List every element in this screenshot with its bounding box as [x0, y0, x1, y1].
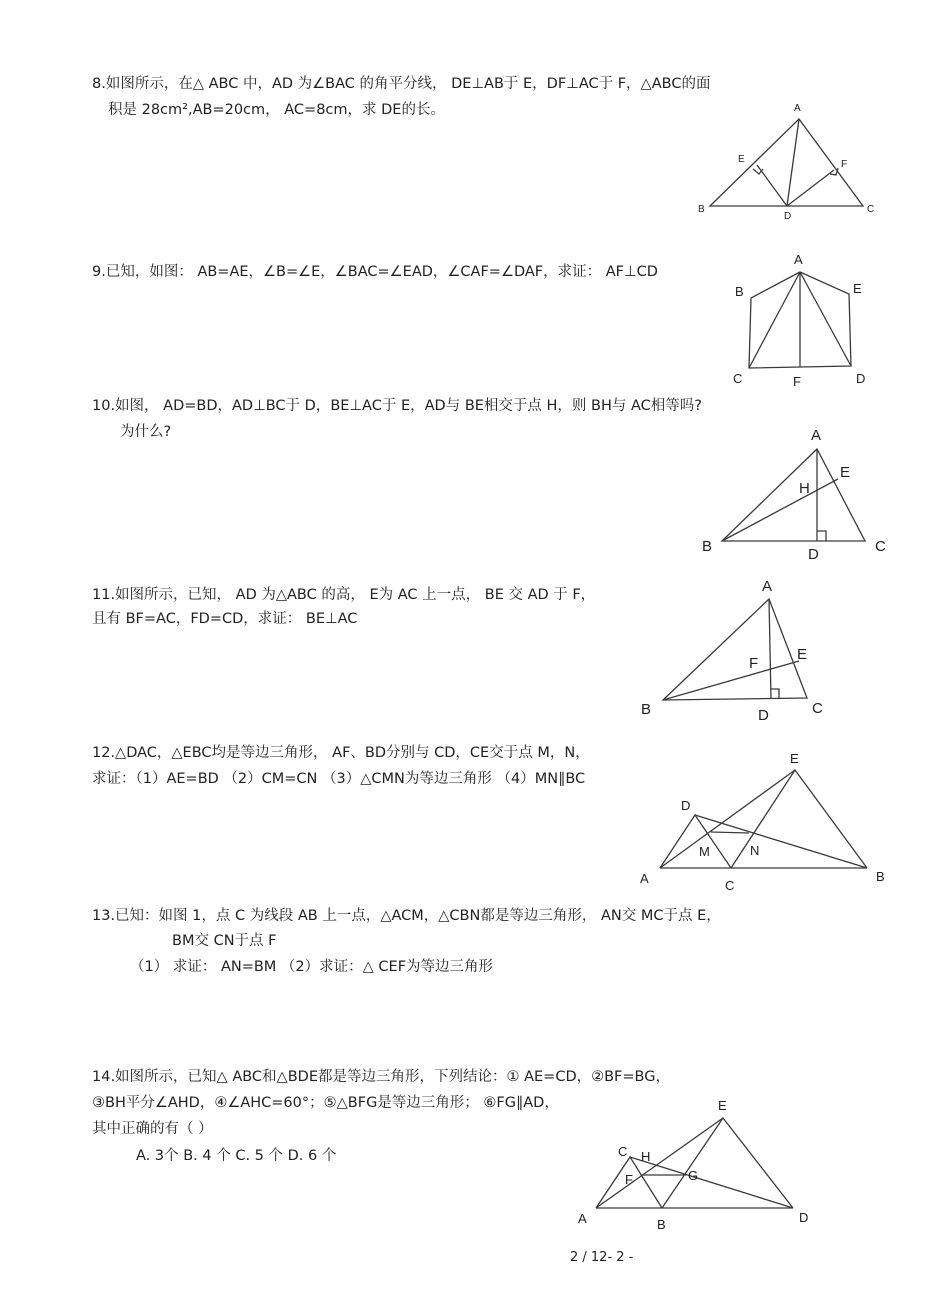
- p9-figure: [725, 250, 875, 390]
- p8-segment-df: [787, 170, 834, 206]
- p14-label-g: G: [688, 1168, 699, 1183]
- p8-right-angle-e: [753, 169, 763, 174]
- p11-label-f: F: [749, 655, 759, 672]
- p11-label-d: D: [758, 707, 769, 724]
- p14-segment-ae: [596, 1118, 723, 1208]
- p12-label-e: E: [790, 751, 799, 766]
- p14-label-a: A: [578, 1211, 587, 1226]
- p8-label-d: D: [784, 211, 792, 222]
- page-number: 2 / 12- 2 -: [570, 1250, 634, 1265]
- p12-segment-bd: [695, 815, 867, 868]
- p10-text-line-1: 10.如图， AD=BD，AD⊥BC于 D，BE⊥AC于 E，AD与 BE相交于点 H，则 BH与 AC相等吗?: [92, 398, 702, 414]
- p10-triangle-abc: [722, 449, 865, 541]
- p9-label-e: E: [853, 281, 862, 296]
- p10-label-a: A: [811, 427, 822, 444]
- p13-text-line-2: BM交 CN于点 F: [172, 933, 277, 949]
- p11-text-line-2: 且有 BF=AC，FD=CD，求证： BE⊥AC: [92, 611, 358, 627]
- p10-label-e: E: [840, 464, 851, 481]
- p9-text-line-1: 9.已知，如图： AB=AE，∠B=∠E，∠BAC=∠EAD，∠CAF=∠DAF，求证： AF⊥CD: [92, 264, 658, 280]
- p12-segment-mn: [711, 832, 749, 833]
- p8-label-c: C: [867, 204, 875, 215]
- p13-text-line-3: （1） 求证： AN=BM （2）求证：△ CEF为等边三角形: [130, 959, 494, 975]
- p14-segment-cd: [630, 1157, 793, 1208]
- p9-label-d: D: [856, 371, 866, 386]
- p10-text-line-2: 为什么?: [120, 424, 172, 440]
- p9-segment-ac: [749, 272, 800, 368]
- p11-segment-ad: [769, 599, 771, 699]
- p12-label-c: C: [725, 878, 735, 893]
- p12-label-a: A: [640, 871, 649, 886]
- p9-label-f: F: [793, 374, 801, 389]
- p10-label-h: H: [799, 480, 810, 497]
- p12-label-m: M: [699, 844, 710, 859]
- p14-triangle-bde: [662, 1118, 793, 1208]
- p12-segment-ae: [660, 770, 795, 868]
- p10-figure: [695, 425, 895, 565]
- p10-segment-be: [722, 479, 838, 541]
- p11-label-c: C: [812, 700, 823, 717]
- p14-text-line-4: A. 3个 B. 4 个 C. 5 个 D. 6 个: [136, 1148, 337, 1164]
- p8-label-e: E: [738, 154, 745, 165]
- p14-figure: [570, 1095, 820, 1235]
- p14-label-f: F: [625, 1172, 633, 1187]
- p14-label-b: B: [657, 1217, 666, 1232]
- p14-text-line-3: 其中正确的有（ ）: [92, 1121, 213, 1137]
- p12-label-n: N: [750, 843, 760, 858]
- p9-label-a: A: [794, 252, 803, 267]
- p12-text-line-1: 12.△DAC，△EBC均是等边三角形， AF、BD分别与 CD，CE交于点 M，N，: [92, 745, 590, 761]
- p11-text-line-1: 11.如图所示，已知， AD 为△ABC 的高， E为 AC 上一点， BE 交 AD 于 F，: [92, 587, 596, 603]
- p11-label-e: E: [797, 646, 808, 663]
- p12-label-d: D: [681, 798, 691, 813]
- p10-label-b: B: [702, 538, 713, 555]
- p10-label-d: D: [808, 546, 819, 563]
- p14-text-line-2: ③BH平分∠AHD，④∠AHC=60°；⑤△BFG是等边三角形； ⑥FG∥AD，: [92, 1095, 559, 1111]
- p9-label-b: B: [735, 284, 744, 299]
- p8-text-line-1: 8.如图所示，在△ ABC 中，AD 为∠BAC 的角平分线， DE⊥AB于 E，DF⊥AC于 F，△ABC的面: [92, 76, 711, 92]
- p14-label-e: E: [718, 1098, 727, 1113]
- p11-label-b: B: [641, 701, 652, 718]
- p11-triangle-abc: [663, 599, 807, 700]
- p9-segment-ad: [800, 272, 851, 366]
- p14-text-line-1: 14.如图所示，已知△ ABC和△BDE都是等边三角形，下列结论：① AE=CD，②BF=BG，: [92, 1069, 670, 1085]
- p9-label-c: C: [733, 371, 743, 386]
- p11-label-a: A: [762, 578, 773, 595]
- p14-label-h: H: [641, 1149, 651, 1164]
- p12-label-b: B: [876, 869, 885, 884]
- p8-figure: [690, 95, 890, 225]
- p13-text-line-1: 13.已知：如图 1，点 C 为线段 AB 上一点，△ACM，△CBN都是等边三角形， AN交 MC于点 E，: [92, 908, 721, 924]
- p10-label-c: C: [875, 538, 886, 555]
- p12-figure: [635, 745, 895, 895]
- p11-figure: [635, 572, 835, 727]
- p8-label-b: B: [698, 204, 705, 215]
- p8-text-line-2: 积是 28cm²,AB=20cm， AC=8cm，求 DE的长。: [108, 102, 445, 118]
- p8-label-a: A: [794, 103, 801, 114]
- p10-right-angle-d: [817, 531, 826, 541]
- p14-label-c: C: [618, 1144, 628, 1159]
- p11-right-angle-d: [771, 689, 779, 699]
- p14-label-d: D: [799, 1210, 809, 1225]
- p8-label-f: F: [841, 159, 848, 170]
- p8-segment-ad: [787, 119, 799, 206]
- p12-text-line-2: 求证：（1）AE=BD （2）CM=CN （3）△CMN为等边三角形 （4）MN∥BC: [92, 771, 586, 787]
